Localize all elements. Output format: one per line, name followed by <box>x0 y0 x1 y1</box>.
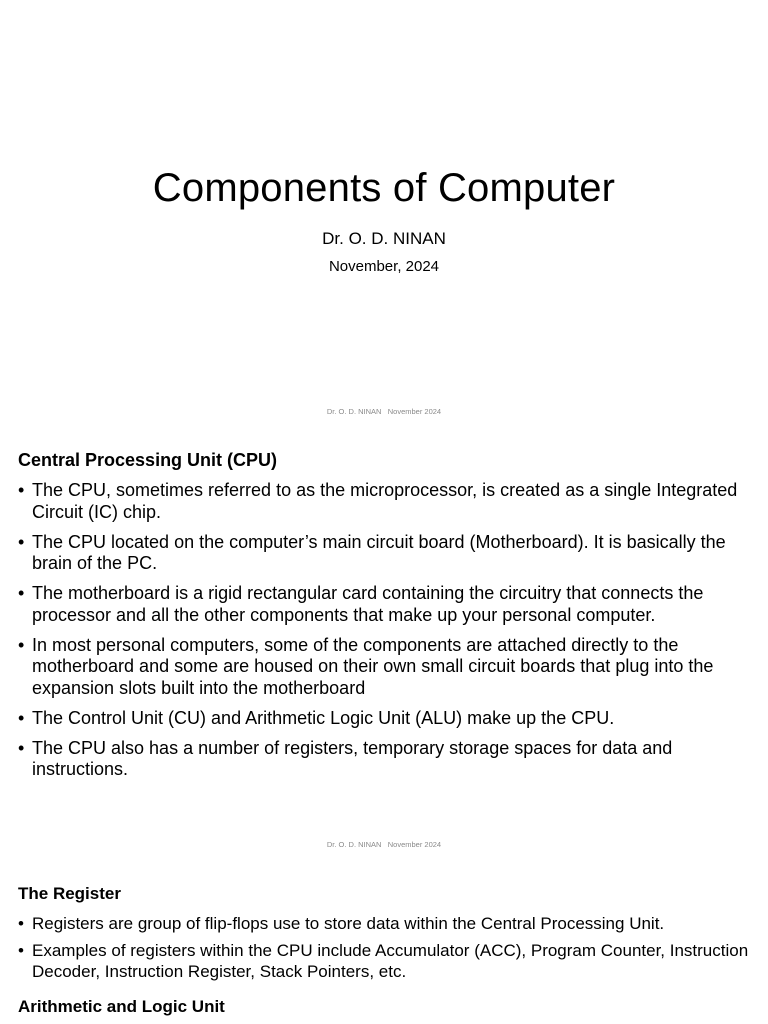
bullet-item: • Examples of registers within the CPU include Accumulator (ACC), Program Counter, Instruction Decoder, Instruction Register, Stack Pointers, etc. <box>18 940 753 982</box>
slide-title: Components of Computer <box>152 166 616 210</box>
register-bullet-list <box>18 913 753 988</box>
bullet-item: • Registers are group of flip-flops use to store data within the Central Processing Unit. <box>18 913 753 934</box>
author-name: Dr. O. D. NINAN <box>322 229 446 248</box>
presentation-date: November, 2024 <box>328 258 440 275</box>
section-heading-alu: Arithmetic and Logic Unit <box>18 997 225 1016</box>
bullet-item: • The CPU also has a number of registers, temporary storage spaces for data and instructions. <box>18 738 753 781</box>
cpu-bullet-list <box>18 480 753 789</box>
title-slide <box>0 0 768 428</box>
bullet-item: • In most personal computers, some of the components are attached directly to the motherboard and some are housed on their own small circuit boards that plug into the expansion slots built into the motherboard <box>18 635 753 700</box>
bullet-item: • The CPU located on the computer’s main circuit board (Motherboard). It is basically the brain of the PC. <box>18 532 753 575</box>
section-heading-register: The Register <box>18 884 121 903</box>
section-heading-cpu: Central Processing Unit (CPU) <box>18 450 278 470</box>
bullet-item: • The CPU, sometimes referred to as the microprocessor, is created as a single Integrated Circuit (IC) chip. <box>18 480 753 523</box>
bullet-item: • The Control Unit (CU) and Arithmetic Logic Unit (ALU) make up the CPU. <box>18 708 753 730</box>
bullet-item: • The motherboard is a rigid rectangular card containing the circuitry that connects the processor and all the other components that make up your personal computer. <box>18 583 753 626</box>
slide-footer: Dr. O. D. NINAN November 2024 <box>326 840 442 849</box>
cpu-slide <box>0 428 768 858</box>
register-slide <box>0 858 768 1024</box>
slide-footer: Dr. O. D. NINAN November 2024 <box>326 407 442 416</box>
